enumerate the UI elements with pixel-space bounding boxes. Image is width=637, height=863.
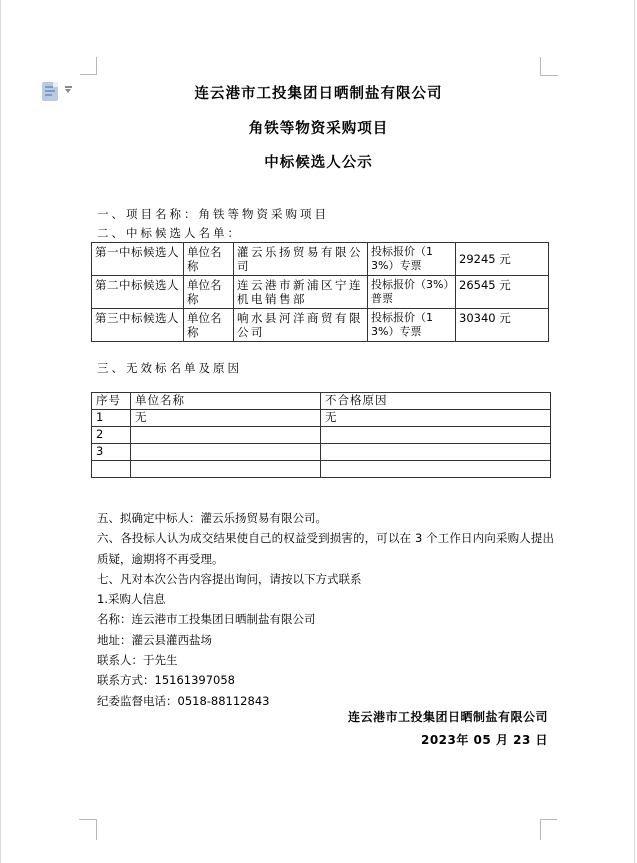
table-cell: 无	[131, 410, 321, 427]
table-cell: 灌云乐扬贸易有限公司	[234, 243, 368, 276]
section1-project-name: 一、项目名称：角铁等物资采购项目	[97, 207, 329, 221]
table-cell: 第三中标候选人	[92, 309, 184, 342]
table-cell: 响水县河洋商贸有限公司	[234, 309, 368, 342]
contact-phone: 联系方式：15161397058	[97, 673, 235, 688]
table-cell: 单位名称	[184, 309, 234, 342]
table-row	[92, 410, 551, 427]
table-row	[92, 243, 549, 276]
table-cell: 1	[92, 410, 131, 427]
table-cell: 26545 元	[456, 276, 549, 309]
signature-company: 连云港市工投集团日晒制盐有限公司	[347, 710, 548, 724]
title-company: 连云港市工投集团日晒制盐有限公司	[194, 86, 443, 102]
table-cell: 3	[92, 444, 131, 461]
document-title-block	[0, 77, 637, 181]
contact-name: 名称：连云港市工投集团日晒制盐有限公司	[97, 612, 316, 627]
purchaser-info-heading: 1.采购人信息	[97, 592, 166, 607]
table-cell	[131, 444, 321, 461]
table-cell: 无	[321, 410, 551, 427]
table-cell	[131, 427, 321, 444]
table-cell	[92, 461, 131, 478]
table-cell: 单位名称	[184, 243, 234, 276]
table-cell	[131, 461, 321, 478]
signature-block	[97, 706, 548, 752]
table-cell: 投标报价（13%）专票	[368, 309, 456, 342]
table-cell	[321, 444, 551, 461]
margin-crop-mark-top-left	[80, 57, 97, 75]
table-cell	[321, 461, 551, 478]
table-cell: 29245 元	[456, 243, 549, 276]
contact-person: 联系人：于先生	[97, 653, 178, 668]
table-cell: 第一中标候选人	[92, 243, 184, 276]
margin-crop-mark-bottom-left	[79, 819, 97, 840]
section6-objection-notice: 六、各投标人认为成交结果使自己的权益受到损害的，可以在 3 个工作日内向采购人提出质疑，逾期将不再受理。	[97, 531, 554, 566]
table-cell: 投标报价（3%）普票	[368, 276, 456, 309]
section3-invalid-bids-heading: 三、无效标名单及原因	[97, 361, 242, 375]
title-project: 角铁等物资采购项目	[248, 120, 389, 137]
table-row	[92, 461, 551, 478]
table-header-cell: 单位名称	[131, 393, 321, 410]
table-cell: 单位名称	[184, 276, 234, 309]
table-header-row	[92, 393, 551, 410]
invalid-bids-table	[91, 392, 551, 478]
table-cell: 2	[92, 427, 131, 444]
body-paragraphs	[97, 508, 554, 711]
table-row	[92, 427, 551, 444]
table-row	[92, 309, 549, 342]
margin-crop-mark-top-right	[540, 57, 558, 76]
table-header-cell: 不合格原因	[321, 393, 551, 410]
section7-inquiry-notice: 七、凡对本次公告内容提出询问，请按以下方式联系	[97, 571, 362, 586]
table-row	[92, 276, 549, 309]
table-row	[92, 444, 551, 461]
contact-address: 地址：灌云县灌西盐场	[97, 632, 212, 647]
table-cell: 连云港市新浦区宁连机电销售部	[234, 276, 368, 309]
contact-supervision-phone: 纪委监督电话：0518-88112843	[97, 693, 270, 708]
table-cell: 第二中标候选人	[92, 276, 184, 309]
table-cell	[321, 427, 551, 444]
margin-crop-mark-bottom-right	[540, 819, 557, 840]
table-header-cell: 序号	[92, 393, 131, 410]
table-cell: 30340 元	[456, 309, 549, 342]
title-announcement: 中标候选人公示	[264, 155, 373, 171]
signature-date: 2023年 05 月 23 日	[420, 733, 548, 747]
section2-candidate-list-heading: 二、中标候选人名单：	[97, 226, 242, 240]
candidates-table	[91, 242, 549, 342]
table-cell: 投标报价（13%）专票	[368, 243, 456, 276]
section5-proposed-winner: 五、拟确定中标人：灌云乐扬贸易有限公司。	[97, 511, 327, 525]
